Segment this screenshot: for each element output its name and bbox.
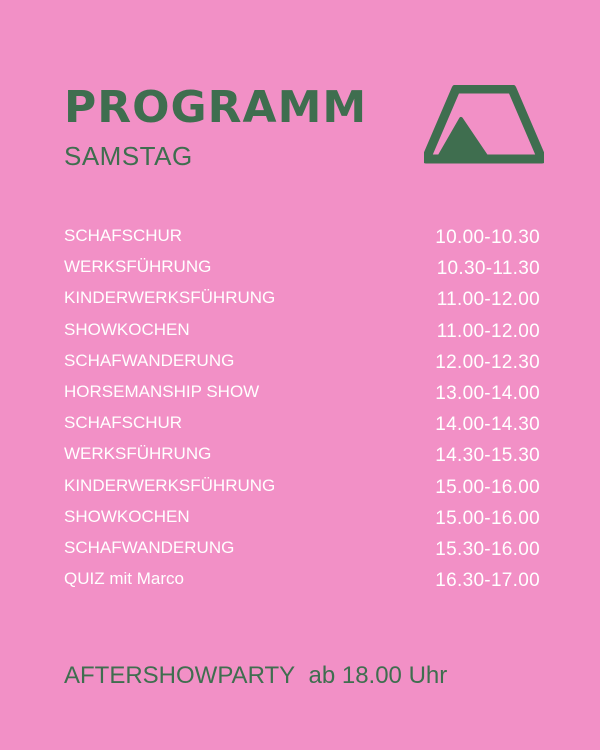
event-time: 15.30-16.00 [435,538,540,560]
event-time: 14.00-14.30 [435,414,540,436]
schedule-row [64,412,540,443]
schedule-row [64,350,540,381]
schedule-row [64,443,540,474]
schedule-row [64,256,540,287]
event-time: 14.30-15.30 [435,445,540,467]
event-name: SCHAFSCHUR [64,413,183,433]
schedule-row [64,319,540,350]
tent-logo-icon [424,85,544,165]
event-name: KINDERWERKSFÜHRUNG [64,475,276,495]
event-time: 16.30-17.00 [435,570,540,592]
event-name: SHOWKOCHEN [64,506,190,526]
schedule-list [64,225,540,599]
event-time: 15.00-16.00 [435,507,540,529]
event-name: KINDERWERKSFÜHRUNG [64,288,276,308]
event-time: 10.30-11.30 [436,258,540,280]
schedule-row [64,506,540,537]
aftershowparty-label: AFTERSHOWPARTY [64,662,296,689]
schedule-row [64,537,540,568]
aftershowparty-time: ab 18.00 Uhr [308,662,448,689]
event-name: WERKSFÜHRUNG [64,257,212,277]
event-name: SCHAFWANDERUNG [64,537,235,557]
schedule-row [64,225,540,256]
event-time: 12.00-12.30 [435,351,540,373]
event-time: 13.00-14.00 [435,382,540,404]
schedule-row [64,381,540,412]
page-subtitle: SAMSTAG [64,141,193,171]
schedule-row [64,475,540,506]
event-name: SCHAFWANDERUNG [64,350,235,370]
aftershowparty-note [64,662,447,690]
event-time: 15.00-16.00 [435,476,540,498]
event-time: 11.00-12.00 [436,320,540,342]
event-name: QUIZ mit Marco [64,569,184,589]
event-name: HORSEMANSHIP SHOW [64,381,260,401]
event-time: 11.00-12.00 [436,289,540,311]
event-name: SHOWKOCHEN [64,319,190,339]
schedule-row [64,568,540,599]
event-name: SCHAFSCHUR [64,226,183,245]
schedule-row [64,287,540,318]
event-time: 10.00-10.30 [435,227,540,248]
event-name: WERKSFÜHRUNG [64,444,212,464]
page-title: PROGRAMM [64,82,368,133]
